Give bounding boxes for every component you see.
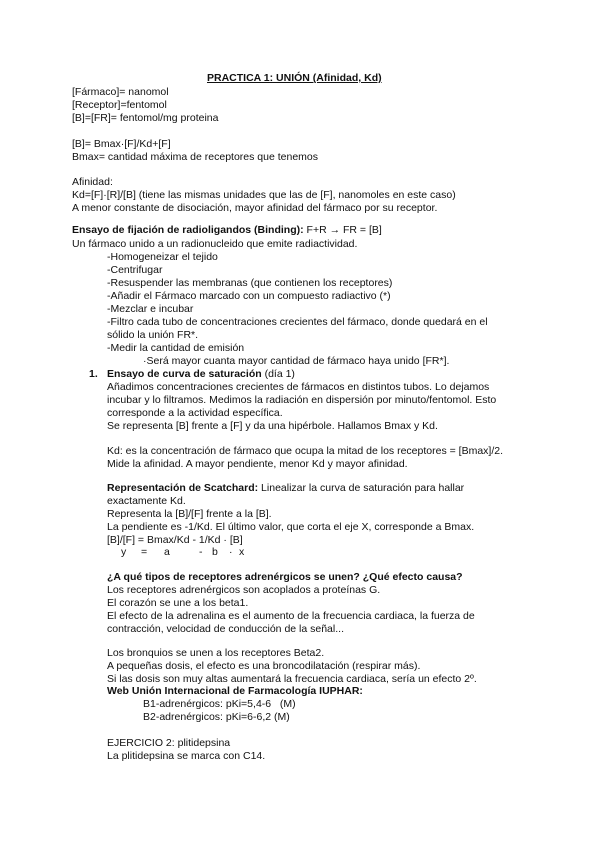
pki-line: B1-adrenérgicos: pKi=5,4-6 (M): [143, 698, 296, 710]
adrenergicos-question: ¿A qué tipos de receptores adrenérgicos se unen? ¿Qué efecto causa?: [107, 571, 463, 583]
ensayo-sub: ·Será mayor cuanta mayor cantidad de fármaco haya unido [FR*].: [143, 355, 450, 367]
saturacion-line: Se representa [B] frente a [F] y da una hipérbole. Hallamos Bmax y Kd.: [107, 420, 438, 432]
scatchard-line: La pendiente es -1/Kd. El último valor, que corta el eje X, corresponde a Bmax.: [107, 521, 475, 533]
iuphar-heading: Web Unión Internacional de Farmacología IUPHAR:: [107, 685, 363, 697]
ensayo-heading-line: [72, 224, 382, 237]
ensayo-step: sólido la unión FR*.: [107, 329, 199, 341]
eq-term: y: [121, 546, 127, 558]
saturacion-line: corresponde a la actividad específica.: [107, 407, 283, 419]
pki-line: B2-adrenérgicos: pKi=6-6,2 (M): [143, 711, 290, 723]
ejercicio-heading: EJERCICIO 2: plitidepsina: [107, 737, 231, 749]
afinidad-line: A menor constante de disociación, mayor afinidad del fármaco por su receptor.: [72, 202, 438, 214]
ensayo-formula: F+R → FR = [B]: [303, 224, 382, 236]
saturacion-line: Añadimos concentraciones crecientes de fármacos en distintos tubos. Lo dejamos: [107, 381, 490, 393]
eq-term: -: [199, 546, 203, 558]
eq-term: x: [239, 546, 245, 558]
scatchard-first: Linealizar la curva de saturación para hallar: [258, 482, 465, 494]
saturacion-heading: Ensayo de curva de saturación: [107, 368, 262, 380]
adrenergicos-line: Si las dosis son muy altas aumentará la frecuencia cardiaca, sería un efecto 2º.: [107, 673, 477, 685]
ensayo-step: -Añadir el Fármaco marcado con un compuesto radiactivo (*): [107, 290, 391, 302]
scatchard-line: [B]/[F] = Bmax/Kd - 1/Kd · [B]: [107, 534, 243, 546]
ensayo-intro: Un fármaco unido a un radionucleido que emite radiactividad.: [72, 238, 358, 250]
bmax-formula: [B]= Bmax·[F]/Kd+[F]: [72, 138, 171, 150]
saturacion-heading-line: [107, 368, 295, 381]
scatchard-heading: Representación de Scatchard:: [107, 482, 259, 494]
list-number: 1.: [89, 368, 98, 380]
afinidad-label: Afinidad:: [72, 176, 113, 188]
afinidad-line: Kd=[F]·[R]/[B] (tiene las mismas unidades que las de [F], nanomoles en este caso): [72, 189, 456, 201]
eq-term: ·: [229, 546, 233, 558]
adrenergicos-line: Los bronquios se unen a los receptores Beta2.: [107, 647, 325, 659]
scatchard-heading-line: [107, 482, 464, 495]
eq-term: a: [164, 546, 170, 558]
ensayo-step: -Medir la cantidad de emisión: [107, 342, 245, 354]
saturacion-suffix: (día 1): [261, 368, 295, 380]
ensayo-step: -Mezclar e incubar: [107, 303, 194, 315]
bmax-definition: Bmax= cantidad máxima de receptores que tenemos: [72, 151, 319, 163]
adrenergicos-line: El efecto de la adrenalina es el aumento de la frecuencia cardiaca, la fuerza de: [107, 610, 475, 622]
kd-line: Kd: es la concentración de fármaco que ocupa la mitad de los receptores = [Bmax]/2.: [107, 445, 504, 457]
kd-line: Mide la afinidad. A mayor pendiente, menor Kd y mayor afinidad.: [107, 458, 408, 470]
ensayo-step: -Centrifugar: [107, 264, 163, 276]
scatchard-line: Representa la [B]/[F] frente a la [B].: [107, 508, 272, 520]
def-line: [Receptor]=fentomol: [72, 99, 167, 111]
ejercicio-line: La plitidepsina se marca con C14.: [107, 750, 266, 762]
def-line: [B]=[FR]= fentomol/mg proteina: [72, 112, 219, 124]
adrenergicos-line: A pequeñas dosis, el efecto es una broncodilatación (respirar más).: [107, 660, 421, 672]
ensayo-step: -Homogeneizar el tejido: [107, 251, 218, 263]
eq-term: b: [212, 546, 218, 558]
adrenergicos-line: contracción, velocidad de conducción de la señal...: [107, 623, 344, 635]
ensayo-heading: Ensayo de fijación de radioligandos (Binding):: [72, 224, 304, 236]
page-title: PRACTICA 1: UNIÓN (Afinidad, Kd): [207, 72, 382, 84]
ensayo-step: -Resuspender las membranas (que contienen los receptores): [107, 277, 393, 289]
adrenergicos-line: Los receptores adrenérgicos son acoplados a proteínas G.: [107, 584, 381, 596]
def-line: [Fármaco]= nanomol: [72, 86, 169, 98]
ensayo-step: -Filtro cada tubo de concentraciones crecientes del fármaco, donde quedará en el: [107, 316, 488, 328]
scatchard-line: exactamente Kd.: [107, 495, 186, 507]
adrenergicos-line: El corazón se une a los beta1.: [107, 597, 249, 609]
eq-term: =: [141, 546, 148, 558]
saturacion-line: incubar y lo filtramos. Medimos la radiación en dispersión por minuto/fentomol. Esto: [107, 394, 497, 406]
